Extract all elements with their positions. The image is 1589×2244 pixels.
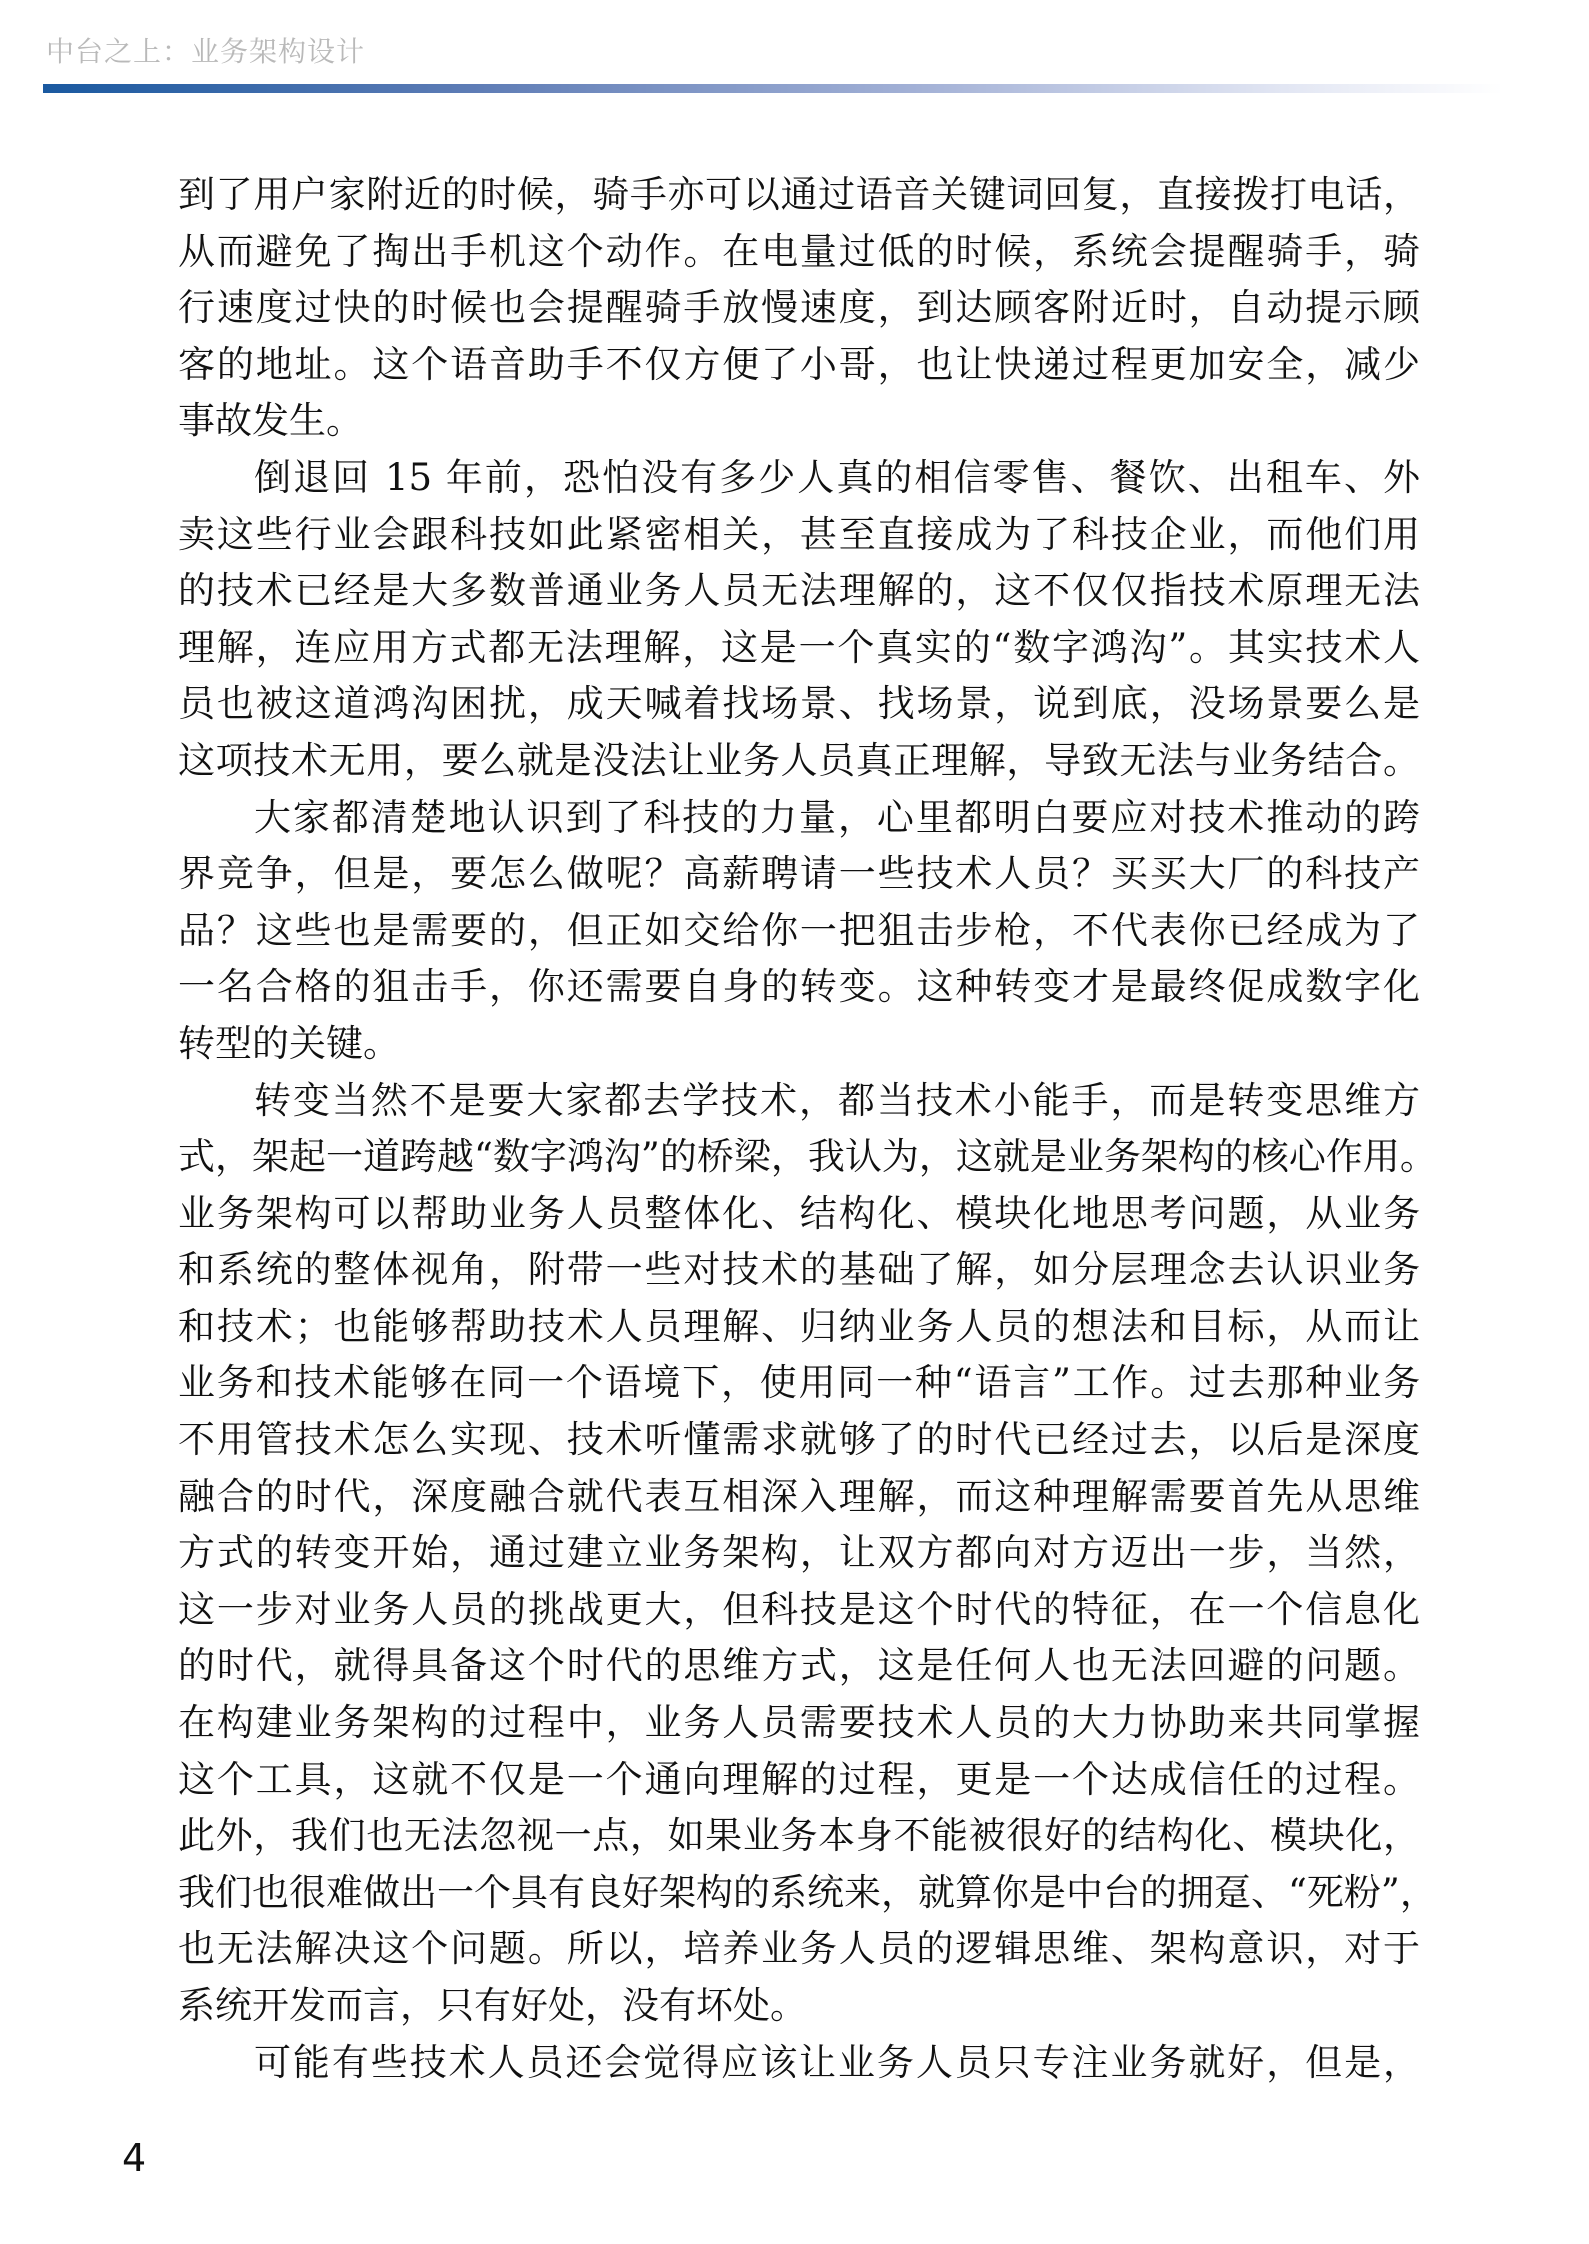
text-line: 转型的关键。 bbox=[178, 1021, 400, 1065]
text-line: 的技术已经是大多数普通业务人员无法理解的，这不仅仅指技术原理无法 bbox=[178, 569, 1420, 613]
text-line: 到了用户家附近的时候，骑手亦可以通过语音关键词回复，直接拨打电话， bbox=[178, 173, 1420, 216]
text-line: 融合的时代，深度融合就代表互相深入理解，而这种理解需要首先从思维 bbox=[178, 1474, 1420, 1518]
text-line: 系统开发而言，只有好处，没有坏处。 bbox=[178, 1984, 807, 2027]
paragraph bbox=[178, 450, 1420, 790]
text-line: 员也被这道鸿沟困扰，成天喊着找场景、找场景，说到底，没场景要么是 bbox=[178, 682, 1420, 726]
running-head-title: 中台之上：业务架构设计 bbox=[46, 35, 366, 68]
text-line: 业务和技术能够在同一个语境下，使用同一种“语言”工作。过去那种业务 bbox=[178, 1361, 1420, 1405]
text-line: 这项技术无用，要么就是没法让业务人员真正理解，导致无法与业务结合。 bbox=[178, 738, 1420, 782]
paragraph bbox=[178, 2035, 1420, 2092]
paragraph bbox=[178, 1073, 1437, 2035]
text-line: 在构建业务架构的过程中，业务人员需要技术人员的大力协助来共同掌握 bbox=[178, 1701, 1420, 1745]
text-line: 此外，我们也无法忽视一点，如果业务本身不能被很好的结构化、模块化， bbox=[178, 1814, 1420, 1858]
body-text bbox=[178, 167, 1437, 2091]
text-line: 一名合格的狙击手，你还需要自身的转变。这种转变才是最终促成数字化 bbox=[178, 965, 1420, 1009]
text-line: 我们也很难做出一个具有良好架构的系统来，就算你是中台的拥趸、“死粉”， bbox=[178, 1870, 1437, 1914]
text-line: 大家都清楚地认识到了科技的力量，心里都明白要应对技术推动的跨 bbox=[254, 795, 1420, 839]
text-line: 行速度过快的时候也会提醒骑手放慢速度，到达顾客附近时，自动提示顾 bbox=[178, 286, 1420, 330]
page-number: 4 bbox=[122, 2136, 147, 2180]
text-line: 也无法解决这个问题。所以，培养业务人员的逻辑思维、架构意识，对于 bbox=[178, 1927, 1420, 1971]
text-line: 卖这些行业会跟科技如此紧密相关，甚至直接成为了科技企业，而他们用 bbox=[178, 512, 1420, 556]
text-line: 转变当然不是要大家都去学技术，都当技术小能手，而是转变思维方 bbox=[254, 1078, 1420, 1122]
text-line: 倒退回 15 年前，恐怕没有多少人真的相信零售、餐饮、出租车、外 bbox=[254, 455, 1420, 499]
text-line: 不用管技术怎么实现、技术听懂需求就够了的时代已经过去，以后是深度 bbox=[178, 1418, 1420, 1462]
text-line: 式，架起一道跨越“数字鸿沟”的桥梁，我认为，这就是业务架构的核心作用。 bbox=[178, 1135, 1437, 1179]
paragraph bbox=[178, 790, 1420, 1073]
text-line: 事故发生。 bbox=[178, 399, 363, 443]
text-line: 理解，连应用方式都无法理解，这是一个真实的“数字鸿沟”。其实技术人 bbox=[178, 625, 1420, 669]
text-line: 业务架构可以帮助业务人员整体化、结构化、模块化地思考问题，从业务 bbox=[178, 1191, 1420, 1235]
text-line: 和技术；也能够帮助技术人员理解、归纳业务人员的想法和目标，从而让 bbox=[178, 1304, 1420, 1348]
text-line: 客的地址。这个语音助手不仅方便了小哥，也让快递过程更加安全，减少 bbox=[178, 342, 1420, 386]
header-gradient-bar bbox=[43, 84, 1503, 93]
text-line: 的时代，就得具备这个时代的思维方式，这是任何人也无法回避的问题。 bbox=[178, 1644, 1420, 1688]
text-line: 这一步对业务人员的挑战更大，但科技是这个时代的特征，在一个信息化 bbox=[178, 1587, 1420, 1631]
text-line: 可能有些技术人员还会觉得应该让业务人员只专注业务就好，但是， bbox=[254, 2040, 1420, 2084]
text-line: 这个工具，这就不仅是一个通向理解的过程，更是一个达成信任的过程。 bbox=[178, 1757, 1420, 1801]
text-line: 界竞争，但是，要怎么做呢？高薪聘请一些技术人员？买买大厂的科技产 bbox=[178, 852, 1420, 896]
text-line: 从而避免了掏出手机这个动作。在电量过低的时候，系统会提醒骑手，骑 bbox=[178, 229, 1420, 273]
text-line: 品？这些也是需要的，但正如交给你一把狙击步枪，不代表你已经成为了 bbox=[178, 908, 1420, 952]
text-line: 方式的转变开始，通过建立业务架构，让双方都向对方迈出一步，当然， bbox=[178, 1531, 1420, 1575]
paragraph bbox=[178, 167, 1420, 450]
text-line: 和系统的整体视角，附带一些对技术的基础了解，如分层理念去认识业务 bbox=[178, 1248, 1420, 1292]
